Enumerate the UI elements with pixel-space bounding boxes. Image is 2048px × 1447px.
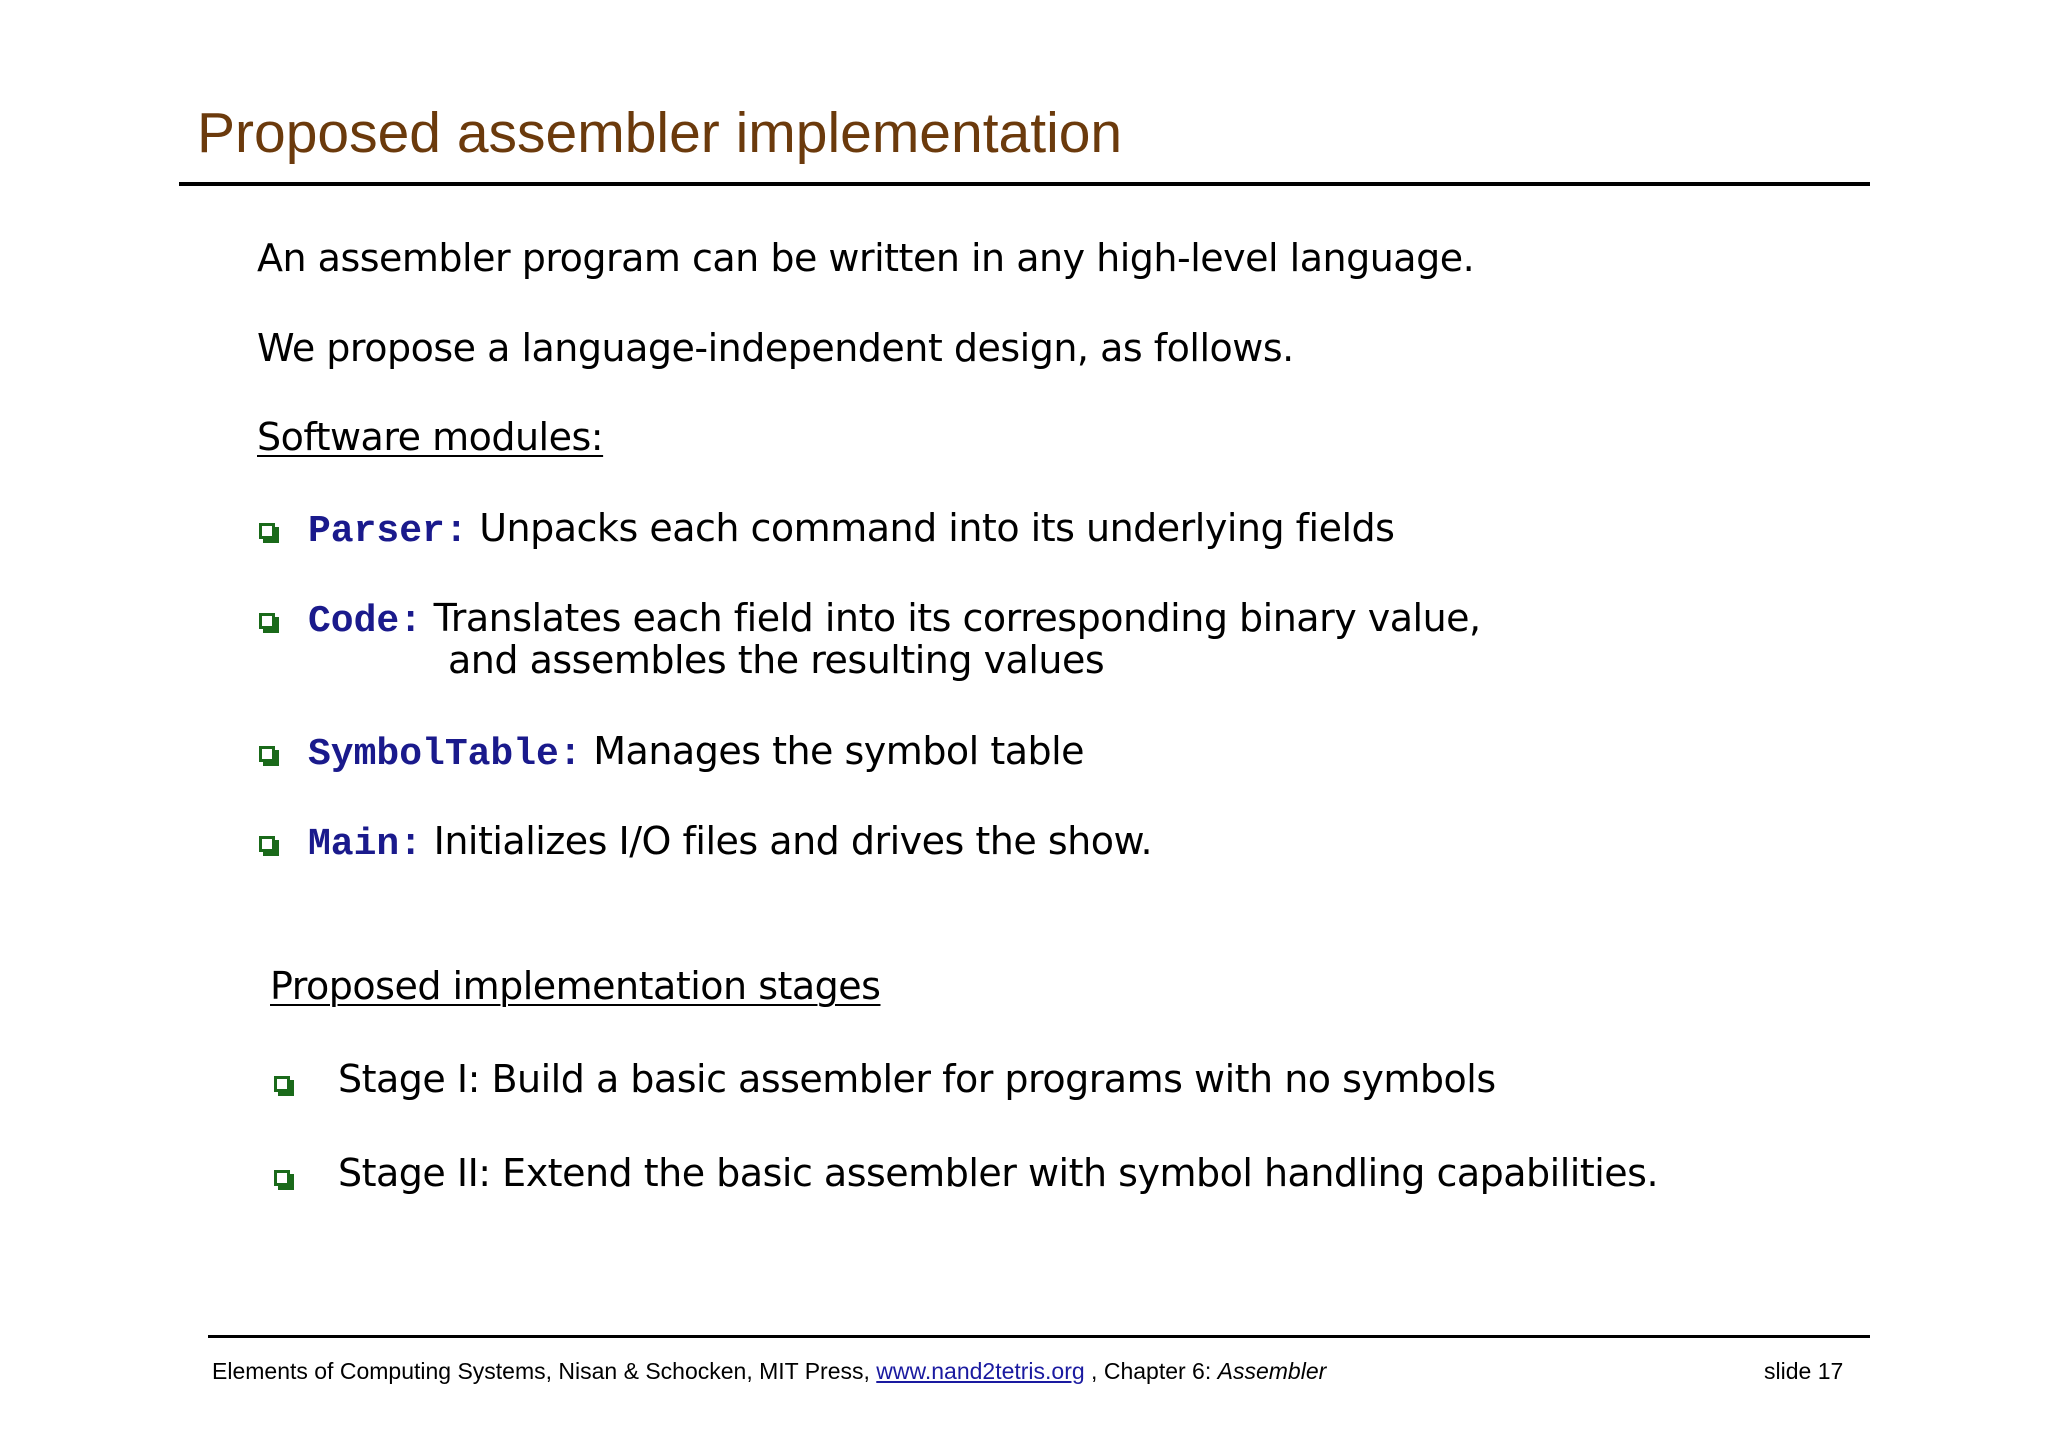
stages-heading: Proposed implementation stages (270, 964, 881, 1008)
checkbox-bullet-icon (274, 1170, 290, 1186)
modules-heading: Software modules: (257, 415, 604, 459)
module-desc: Manages the symbol table (593, 729, 1085, 773)
module-item-symboltable (308, 729, 1084, 776)
checkbox-bullet-icon (259, 746, 275, 762)
checkbox-bullet-icon (259, 836, 275, 852)
module-item-code (308, 596, 1481, 643)
stage-item: Stage I: Build a basic assembler for programs with no symbols (338, 1057, 1496, 1101)
chapter-name: Assembler (1217, 1358, 1327, 1384)
checkbox-bullet-icon (259, 613, 275, 629)
slide-number: slide 17 (1764, 1358, 1844, 1384)
intro-line-1: An assembler program can be written in any high-level language. (257, 236, 1475, 280)
module-desc-continued: and assembles the resulting values (448, 638, 1105, 682)
stage-item: Stage II: Extend the basic assembler with symbol handling capabilities. (338, 1151, 1659, 1195)
module-desc: Unpacks each command into its underlying fields (479, 506, 1395, 550)
module-name: Code: (308, 600, 423, 643)
module-desc: Initializes I/O files and drives the show. (433, 819, 1153, 863)
footer-text: , Chapter 6: (1084, 1358, 1218, 1384)
intro-line-2: We propose a language-independent design, as follows. (257, 326, 1294, 370)
module-name: Parser: (308, 510, 468, 553)
module-desc: Translates each field into its corresponding binary value, (433, 596, 1481, 640)
title-divider (179, 182, 1870, 186)
nand2tetris-link[interactable]: www.nand2tetris.org (876, 1358, 1085, 1384)
checkbox-bullet-icon (259, 523, 275, 539)
module-item-main (308, 819, 1152, 866)
module-name: SymbolTable: (308, 733, 582, 776)
module-name: Main: (308, 823, 423, 866)
module-item-parser (308, 506, 1394, 553)
footer-text: Elements of Computing Systems, Nisan & Schocken, MIT Press, (212, 1358, 877, 1384)
checkbox-bullet-icon (274, 1076, 290, 1092)
slide-title: Proposed assembler implementation (197, 101, 1123, 165)
footer-citation (212, 1358, 1326, 1385)
footer-divider (208, 1335, 1870, 1338)
